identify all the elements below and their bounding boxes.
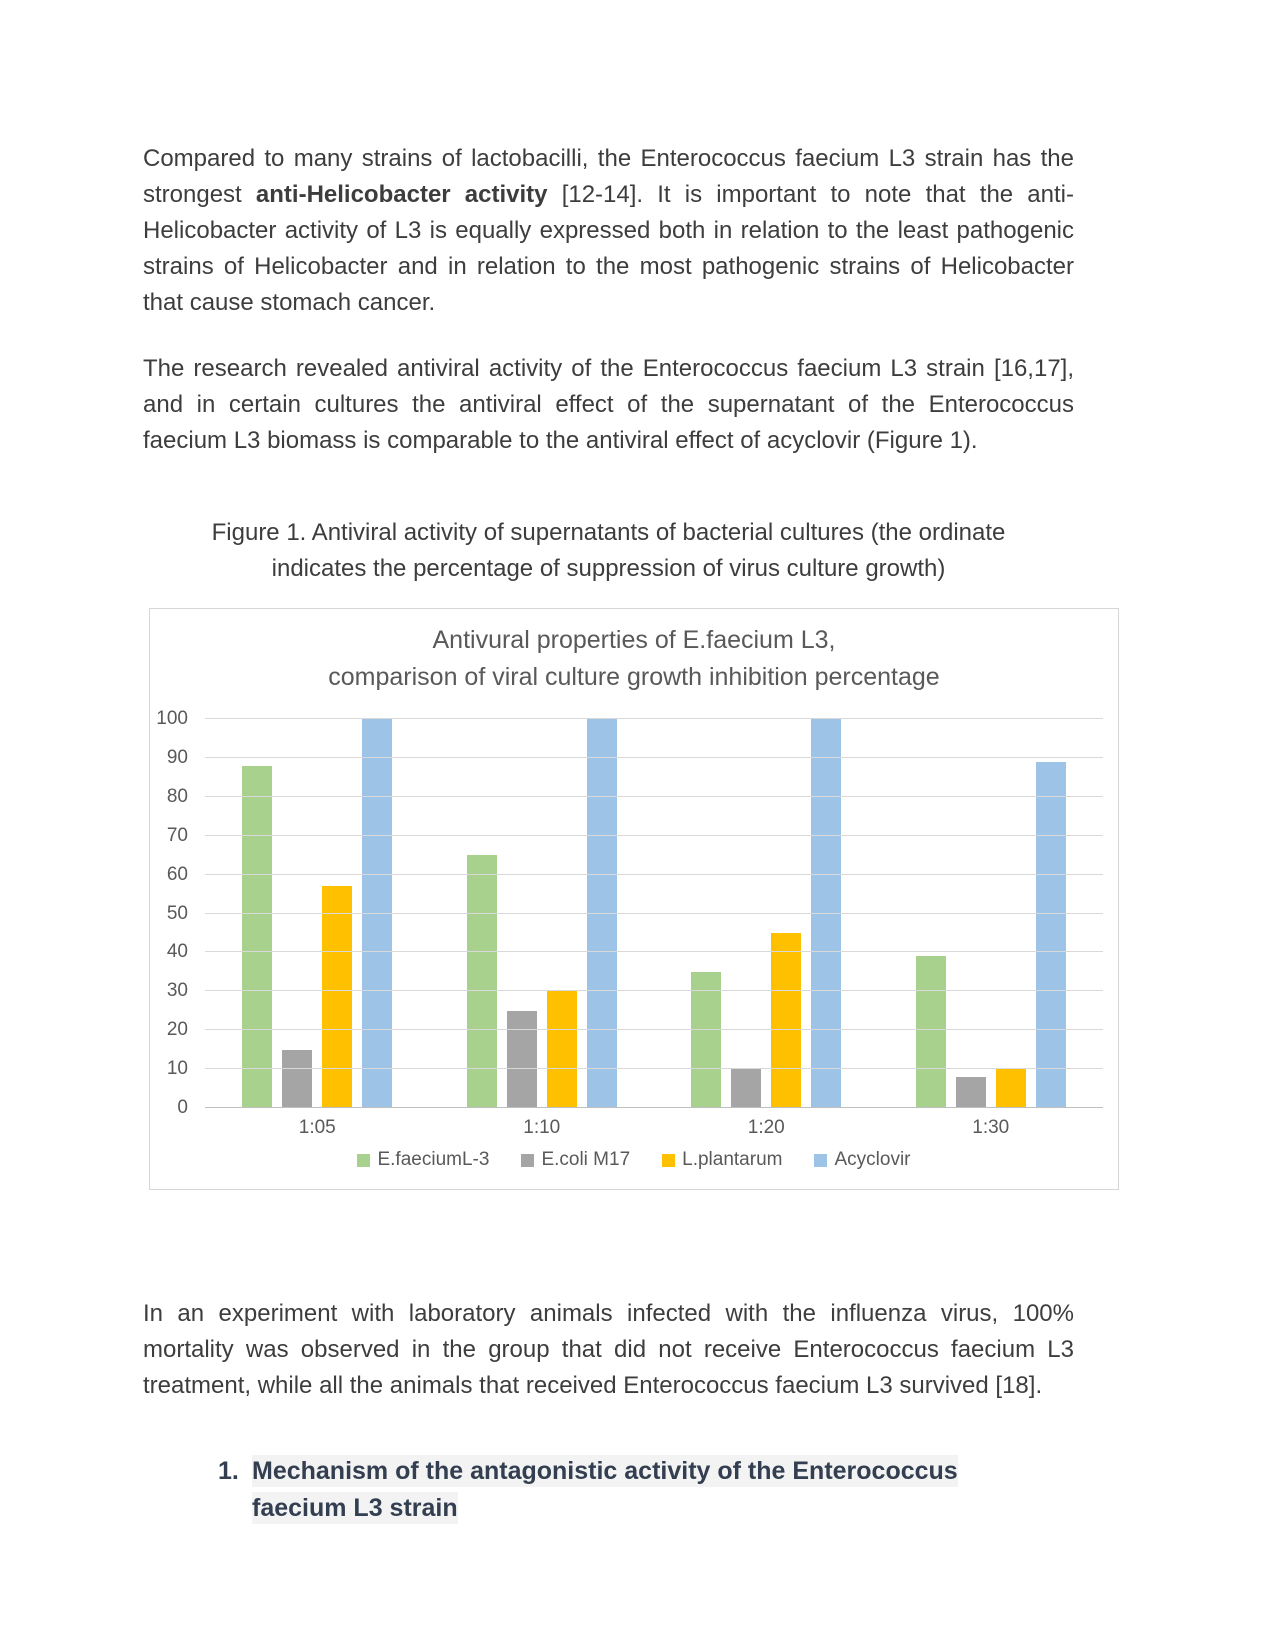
gridline — [205, 1068, 1103, 1069]
page-content — [143, 141, 1074, 1527]
bar-l-plantarum-1-30 — [996, 1069, 1026, 1108]
legend-swatch-icon — [662, 1154, 675, 1167]
section-heading-1 — [218, 1453, 1074, 1527]
gridline — [205, 796, 1103, 797]
bold-anti-helicobacter-activity: anti-Helicobacter activity — [255, 181, 548, 208]
x-axis — [205, 1117, 1103, 1139]
legend-item-acyclovir — [814, 1149, 910, 1171]
bar-acyclovir-1-10 — [587, 719, 617, 1108]
bar-l-plantarum-1-10 — [547, 991, 577, 1108]
gridline — [205, 874, 1103, 875]
bar-e-faeciuml-3-1-10 — [467, 855, 497, 1108]
x-axis-tick-label: 1:30 — [972, 1117, 1010, 1138]
bar-e-faeciuml-3-1-30 — [916, 956, 946, 1108]
y-axis-tick-label: 10 — [166, 1058, 188, 1080]
legend-item-e-faeciuml-3 — [357, 1149, 489, 1171]
bar-acyclovir-1-05 — [362, 719, 392, 1108]
gridline — [205, 1029, 1103, 1030]
paragraph-antiviral-research: The research revealed antiviral activity of the Enterococcus faecium L3 strain [16,17], and in certain cultures the antiviral effect of the supernatant of the Enterococcus faecium L3 biomass is comparable to the antiviral effect of acyclovir (Figure 1). — [143, 355, 1074, 454]
paragraph-anti-helicobacter — [143, 141, 1074, 321]
y-axis-tick-label: 70 — [166, 824, 188, 846]
gridline — [205, 718, 1103, 719]
legend-label: L.plantarum — [682, 1149, 783, 1170]
chart-frame — [149, 608, 1119, 1190]
bar-e-faeciuml-3-1-20 — [691, 972, 721, 1108]
chart-title — [150, 622, 1118, 696]
legend-swatch-icon — [814, 1154, 827, 1167]
bar-l-plantarum-1-05 — [322, 886, 352, 1108]
gridline — [205, 990, 1103, 991]
bar-e-coli-m17-1-05 — [282, 1050, 312, 1108]
y-axis-tick-label: 20 — [166, 1019, 188, 1041]
chart-title-line2: comparison of viral culture growth inhibition percentage — [328, 663, 940, 691]
legend-item-e-coli-m17 — [521, 1149, 630, 1171]
gridline — [205, 951, 1103, 952]
bar-e-coli-m17-1-20 — [731, 1069, 761, 1108]
bar-acyclovir-1-30 — [1036, 762, 1066, 1108]
bar-group-1-30 — [879, 719, 1104, 1108]
y-axis-tick-label: 100 — [156, 708, 188, 729]
x-axis-line — [205, 1107, 1103, 1108]
heading-highlighted-text: Mechanism of the antagonistic activity of the Enterococcus faecium L3 strain — [252, 1457, 958, 1522]
chart-legend — [150, 1149, 1118, 1171]
chart-title-line1: Antivural properties of E.faecium L3, — [432, 626, 836, 654]
bar-l-plantarum-1-20 — [771, 933, 801, 1108]
y-axis — [150, 708, 196, 1118]
y-axis-tick-label: 40 — [166, 941, 188, 963]
legend-swatch-icon — [521, 1154, 534, 1167]
y-axis-tick-label: 60 — [166, 863, 188, 885]
bar-e-coli-m17-1-10 — [507, 1011, 537, 1108]
y-axis-tick-label: 90 — [166, 746, 188, 768]
x-axis-tick-label: 1:10 — [523, 1117, 561, 1138]
bar-e-faeciuml-3-1-05 — [242, 766, 272, 1108]
paragraph-text: Compared to many strains of lactobacilli, the Enterococcus faecium L3 strain has the strongest — [143, 145, 1074, 208]
x-axis-tick-label: 1:05 — [298, 1117, 336, 1138]
heading-number: 1. — [218, 1457, 239, 1485]
plot-area — [205, 719, 1103, 1108]
gridline — [205, 835, 1103, 836]
y-axis-tick-label: 0 — [177, 1097, 188, 1118]
legend-item-l-plantarum — [662, 1149, 782, 1171]
legend-label: E.coli M17 — [541, 1149, 631, 1170]
y-axis-tick-label: 50 — [166, 902, 188, 924]
legend-label: Acyclovir — [834, 1149, 911, 1170]
paragraph-text: [12-14]. It is important to note that the anti-Helicobacter activity of L3 is equally expressed both in relation to the least pathogenic strains of Helicobacter and in relation to the most pathogenic strains of Helicobacter that cause stomach cancer. — [143, 181, 1074, 316]
bar-e-coli-m17-1-30 — [956, 1077, 986, 1108]
figure-caption: Figure 1. Antiviral activity of supernatants of bacterial cultures (the ordinate indicates the percentage of suppression of virus culture growth) — [211, 519, 1006, 582]
gridline — [205, 757, 1103, 758]
bar-group-1-20 — [654, 719, 879, 1108]
y-axis-tick-label: 80 — [166, 785, 188, 807]
y-axis-tick-label: 30 — [166, 980, 188, 1002]
bar-group-1-05 — [205, 719, 430, 1108]
x-axis-tick-label: 1:20 — [747, 1117, 785, 1138]
bar-series-container — [205, 719, 1103, 1108]
legend-swatch-icon — [357, 1154, 370, 1167]
legend-label: E.faeciumL-3 — [377, 1149, 490, 1170]
bar-group-1-10 — [430, 719, 655, 1108]
bar-acyclovir-1-20 — [811, 719, 841, 1108]
heading-text — [252, 1453, 1052, 1527]
gridline — [205, 913, 1103, 914]
paragraph-animal-experiment: In an experiment with laboratory animals infected with the influenza virus, 100% mortality was observed in the group that did not receive Enterococcus faecium L3 treatment, while all the animals that received Enterococcus faecium L3 survived [18]. — [143, 1300, 1074, 1399]
